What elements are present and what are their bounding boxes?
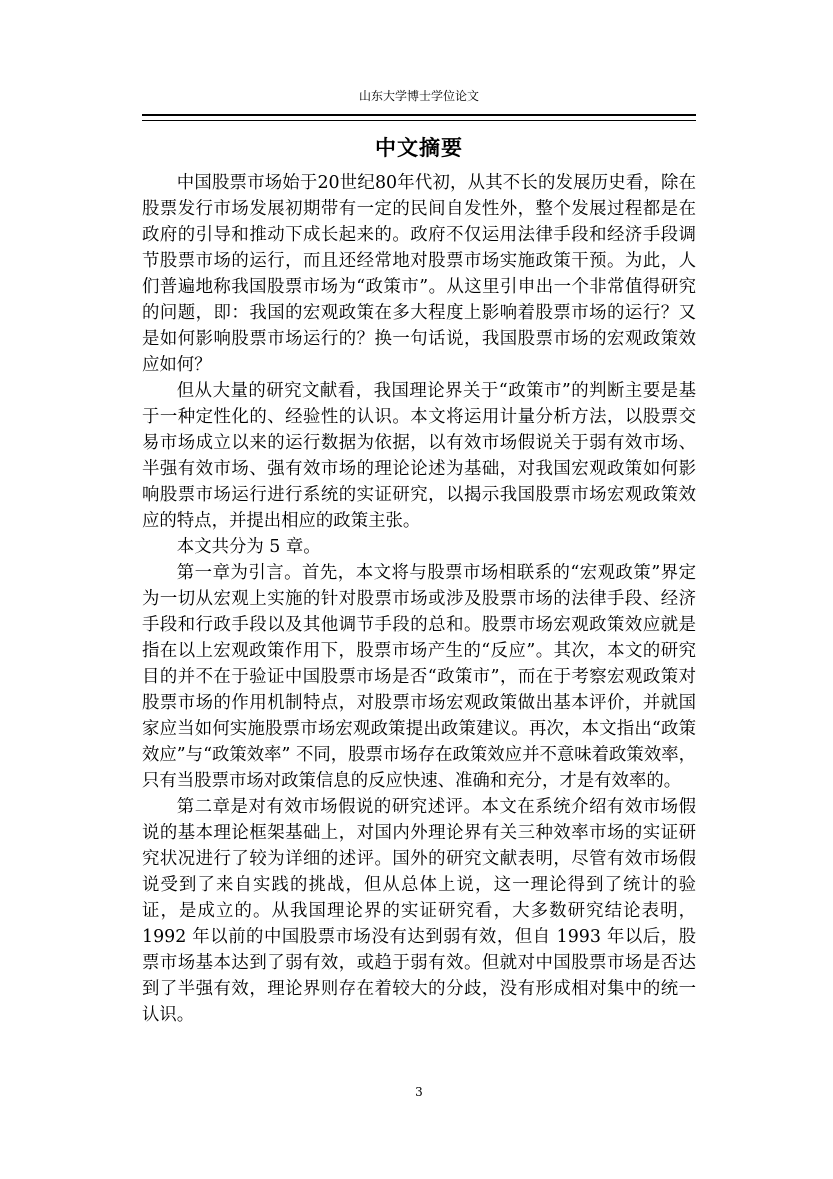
abstract-body (142, 170, 696, 1028)
page-number: 3 (415, 1085, 423, 1099)
running-header: 山东大学博士学位论文 (358, 89, 479, 103)
paragraph-1: 中国股票市场始于20世纪80年代初，从其不长的发展历史看，除在股票发行市场发展初期带有一定的民间自发性外，整个发展过程都是在政府的引导和推动下成长起来的。政府不仅运用法律手段和经济手段调节股票市场的运行，而且还经常地对股票市场实施政策干预。为此，人们普遍地称我国股票市场为“政策市”。从这里引申出一个非常值得研究的问题，即：我国的宏观政策在多大程度上影响着股票市场的运行？又是如何影响股票市场运行的？换一句话说，我国股票市场的宏观政策效应如何？ (142, 173, 696, 375)
paragraph-3: 本文共分为 5 章。 (176, 537, 321, 557)
header-rule-thin (142, 120, 696, 121)
paragraph-5: 第二章是对有效市场假说的研究述评。本文在系统介绍有效市场假说的基本理论框架基础上，对国内外理论界有关三种效率市场的实证研究状况进行了较为详细的述评。国外的研究文献表明，尽管有效市场假说受到了来自实践的挑战，但从总体上说，这一理论得到了统计的验证，是成立的。从我国理论界的实证研究看，大多数研究结论表明，1992 年以前的中国股票市场没有达到弱有效，但自 1993 年以后，股票市场基本达到了弱有效，或趋于弱有效。但就对中国股票市场是否达到了半强有效，理论界则存在着较大的分歧，没有形成相对集中的统一认识。 (142, 797, 696, 1025)
paragraph-4: 第一章为引言。首先，本文将与股票市场相联系的“宏观政策”界定为一切从宏观上实施的针对股票市场或涉及股票市场的法律手段、经济手段和行政手段以及其他调节手段的总和。股票市场宏观政策效应就是指在以上宏观政策作用下，股票市场产生的“反应”。其次，本文的研究目的并不在于验证中国股票市场是否“政策市”，而在于考察宏观政策对股票市场的作用机制特点，对股票市场宏观政策做出基本评价，并就国家应当如何实施股票市场宏观政策提出政策建议。再次，本文指出“政策效应”与“政策效率” 不同，股票市场存在政策效应并不意味着政策效率，只有当股票市场对政策信息的反应快速、准确和充分，才是有效率的。 (142, 563, 696, 791)
header-rule-thick (142, 114, 696, 116)
paragraph-2: 但从大量的研究文献看，我国理论界关于“政策市”的判断主要是基于一种定性化的、经验性的认识。本文将运用计量分析方法，以股票交易市场成立以来的运行数据为依据，以有效市场假说关于弱有效市场、半强有效市场、强有效市场的理论论述为基础，对我国宏观政策如何影响股票市场运行进行系统的实证研究，以揭示我国股票市场宏观政策效应的特点，并提出相应的政策主张。 (142, 381, 696, 531)
section-title: 中文摘要 (375, 136, 463, 160)
